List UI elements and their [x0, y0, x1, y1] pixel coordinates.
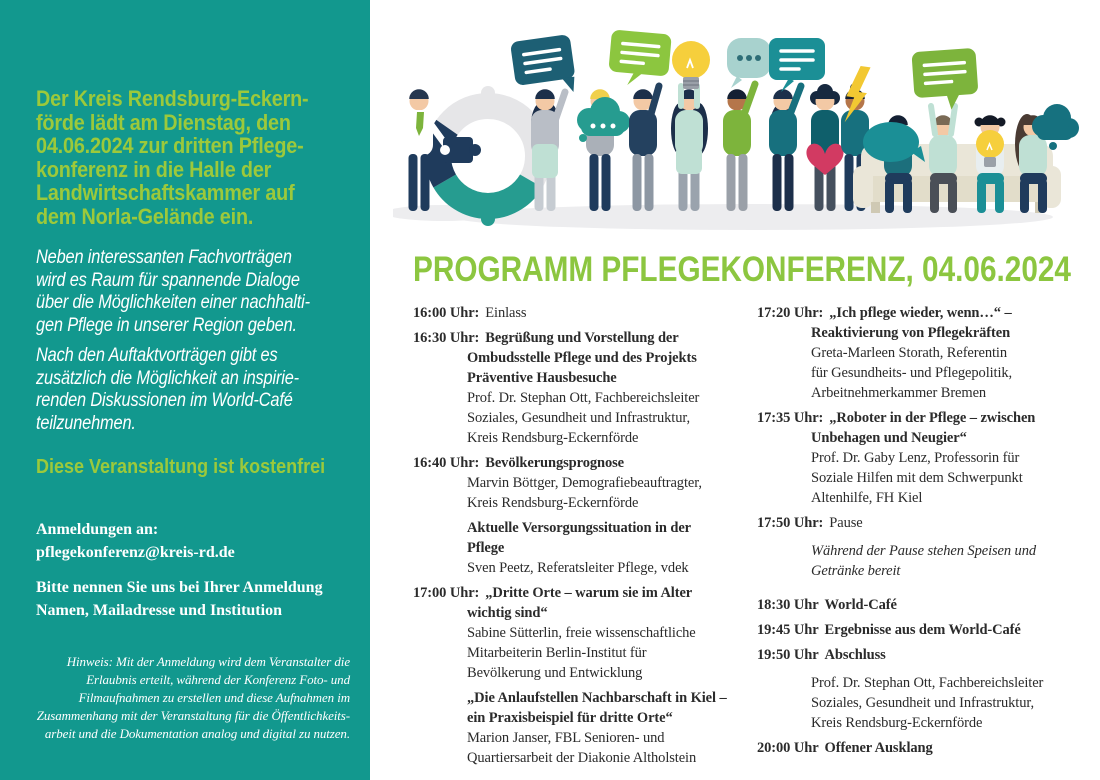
program-line — [413, 408, 757, 428]
text-line: Nach den Auftaktvorträgen gibt es — [36, 344, 278, 366]
time-label: 17:50 Uhr: — [757, 515, 824, 531]
program-entry — [413, 303, 757, 323]
time-label: 16:00 Uhr: — [413, 305, 480, 321]
program-entry — [757, 408, 1097, 508]
program-entry — [757, 738, 1097, 758]
speech-bubble-icon — [607, 29, 671, 88]
program-entry — [413, 583, 757, 683]
program-line — [757, 303, 1097, 323]
program-line-text: Altenhilfe, FH Kiel — [811, 490, 923, 506]
program-line — [413, 368, 757, 388]
people-discussion-illustration — [393, 4, 1083, 244]
program-entry — [757, 595, 1097, 615]
program-line-text: Bevölkerung und Entwicklung — [467, 665, 643, 681]
program-line — [413, 493, 757, 513]
program-line-text: Pflege — [467, 540, 505, 556]
text-line: konferenz in die Halle der — [36, 156, 272, 182]
program-line-text: Soziales, Gesundheit und Infrastruktur, — [467, 410, 691, 426]
program-line-text: Sabine Sütterlin, freie wissenschaftliche — [467, 625, 696, 641]
program-line — [413, 453, 757, 473]
program-line-text: World-Café — [824, 597, 897, 613]
program-line-text: Offener Ausklang — [824, 740, 933, 756]
program-line — [413, 623, 757, 643]
text-line: zusätzlich die Möglichkeit an inspirie- — [36, 366, 299, 389]
program-column-right — [757, 303, 1097, 763]
program-line — [413, 538, 757, 558]
person-figure — [769, 86, 801, 211]
text-line: Namen, Mailadresse und Institution — [36, 602, 282, 619]
program-line — [413, 663, 757, 683]
program-line-text: Soziale Hilfen mit dem Schwerpunkt — [811, 470, 1023, 486]
text-line: dem Norla-Gelände ein. — [36, 203, 254, 229]
program-line — [757, 595, 1097, 615]
intro-paragraph — [36, 246, 310, 336]
program-line-text: Pause — [829, 515, 863, 531]
program-line-text: Mitarbeiterin Berlin-Institut für — [467, 645, 647, 661]
invitation-headline — [36, 87, 308, 228]
speech-bubble-icon — [769, 38, 825, 92]
program-entry — [757, 513, 1097, 581]
program-line-text: Bevölkerungsprognose — [485, 455, 624, 471]
text-line: 04.06.2024 zur dritten Pflege- — [36, 133, 304, 158]
program-line-text: Getränke bereit — [811, 563, 901, 579]
program-line-text: Marion Janser, FBL Senioren- und — [467, 730, 665, 746]
program-line-text: „Ich pflege wieder, wenn…“ – — [829, 305, 1012, 321]
time-label: 19:45 Uhr — [757, 622, 819, 638]
registration-contact — [36, 518, 235, 564]
lightbulb-icon — [672, 41, 710, 89]
program-entry — [757, 645, 1097, 733]
program-line — [413, 303, 757, 323]
program-line-text: Kreis Rendsburg-Eckernförde — [811, 715, 983, 731]
program-line — [413, 708, 757, 728]
contact-email: pflegekonferenz@kreis-rd.de — [36, 544, 235, 561]
program-entry — [413, 453, 757, 513]
time-label: 20:00 Uhr — [757, 740, 819, 756]
text-line: Landwirtschaftskammer auf — [36, 180, 295, 205]
program-line — [757, 488, 1097, 508]
contact-label: Anmeldungen an: — [36, 521, 159, 538]
text-line: Zusammenhang mit der Veranstaltung für die Öffentlichkeits- — [36, 708, 350, 723]
text-line: arbeit und die Dokumentation analog und digital zu nutzen. — [44, 726, 350, 741]
person-figure — [723, 84, 755, 211]
program-line-text: Abschluss — [824, 647, 886, 663]
program-line-text: Quartiersarbeit der Diakonie Altholstein — [467, 750, 697, 766]
program-line — [413, 328, 757, 348]
text-line: Bitte nennen Sie uns bei Ihrer Anmeldung — [36, 579, 323, 596]
program-line-text: „Dritte Orte – warum sie im Alter — [485, 585, 693, 601]
program-line-text: „Roboter in der Pflege – zwischen — [829, 410, 1036, 426]
program-line — [757, 561, 1097, 581]
program-line-text: Kreis Rendsburg-Eckernförde — [467, 495, 639, 511]
text-line: Filmaufnahmen zu erstellen und diese Aufnahmen im — [78, 690, 350, 705]
text-line: förde lädt am Dienstag, den — [36, 109, 291, 135]
program-line — [757, 738, 1097, 758]
program-line-text: Marvin Böttger, Demografiebeauftragter, — [467, 475, 702, 491]
program-line — [757, 713, 1097, 733]
thought-cloud-icon — [577, 97, 630, 142]
text-line: renden Diskussionen im World-Café — [36, 389, 293, 411]
time-label: 16:30 Uhr: — [413, 330, 480, 346]
program-line-text: Reaktivierung von Pflegekräften — [811, 325, 1011, 341]
program-line-text: Einlass — [485, 305, 527, 321]
time-label: 19:50 Uhr — [757, 647, 819, 663]
program-line — [413, 388, 757, 408]
program-line-text: Präventive Hausbesuche — [467, 370, 617, 386]
program-line — [757, 541, 1097, 561]
program-line — [413, 603, 757, 623]
program-line-text: Unbehagen und Neugier“ — [811, 430, 967, 446]
program-line — [757, 343, 1097, 363]
program-line — [757, 383, 1097, 403]
text-line: Neben interessanten Fachvorträgen — [36, 246, 292, 268]
worldcafe-paragraph — [36, 344, 299, 434]
program-entry — [413, 518, 757, 578]
program-line — [757, 408, 1097, 428]
program-line-text: Prof. Dr. Stephan Ott, Fachbereichsleiter — [467, 390, 700, 406]
text-line: teilzunehmen. — [36, 411, 136, 434]
program-line — [413, 643, 757, 663]
free-admission-note: Diese Veranstaltung ist kostenfrei — [36, 456, 326, 478]
program-line — [757, 448, 1097, 468]
program-line — [757, 428, 1097, 448]
time-label: 17:35 Uhr: — [757, 410, 824, 426]
program-line — [413, 518, 757, 538]
sidebar — [0, 0, 370, 780]
text-line: Hinweis: Mit der Anmeldung wird dem Veranstalter die — [66, 654, 350, 669]
program-column-left — [413, 303, 757, 773]
program-line — [413, 688, 757, 708]
text-line: wird es Raum für spannende Dialoge — [36, 268, 300, 291]
program-line — [413, 728, 757, 748]
program-line — [757, 620, 1097, 640]
puzzle-piece-icon — [440, 137, 481, 163]
program-line-text: ein Praxisbeispiel für dritte Orte“ — [467, 710, 673, 726]
program-line-text: Ombudsstelle Pflege und des Projekts — [467, 350, 697, 366]
speech-bubble-icon — [727, 38, 771, 88]
program-line — [413, 473, 757, 493]
program-entry — [413, 688, 757, 768]
program-line-text: Kreis Rendsburg-Eckernförde — [467, 430, 639, 446]
program-line — [413, 583, 757, 603]
program-line — [413, 348, 757, 368]
text-line: gen Pflege in unserer Region geben. — [36, 313, 297, 336]
person-figure — [675, 86, 703, 211]
program-line — [757, 513, 1097, 533]
program-line-text: Sven Peetz, Referatsleiter Pflege, vdek — [467, 560, 689, 576]
program-line — [757, 645, 1097, 665]
program-line-text: „Die Anlaufstellen Nachbarschaft in Kiel – — [467, 690, 727, 706]
program-entry — [757, 620, 1097, 640]
program-line — [757, 468, 1097, 488]
program-title: PROGRAMM PFLEGEKONFERENZ, 04.06.2024 — [413, 250, 1071, 289]
program-line-text: Greta-Marleen Storath, Referentin — [811, 345, 1007, 361]
program-line — [757, 323, 1097, 343]
program-line — [413, 428, 757, 448]
time-label: 17:00 Uhr: — [413, 585, 480, 601]
program-line-text: Prof. Dr. Gaby Lenz, Professorin für — [811, 450, 1020, 466]
program-entry — [757, 303, 1097, 403]
time-label: 16:40 Uhr: — [413, 455, 480, 471]
program-line-text: wichtig sind“ — [467, 605, 548, 621]
program-line — [757, 673, 1097, 693]
text-line: über die Möglichkeiten einer nachhalti- — [36, 291, 310, 313]
program-line-text: Ergebnisse aus dem World-Café — [824, 622, 1021, 638]
text-line: Erlaubnis erteilt, während der Konferenz Foto- und — [86, 672, 350, 687]
person-figure — [629, 86, 659, 211]
time-label: 17:20 Uhr: — [757, 305, 824, 321]
program-line-text: Aktuelle Versorgungssituation in der — [467, 520, 691, 536]
text-line: Der Kreis Rendsburg-Eckern- — [36, 86, 309, 111]
program-line-text: Arbeitnehmerkammer Bremen — [811, 385, 987, 401]
program-entry — [413, 328, 757, 448]
speech-bubble-icon — [911, 48, 979, 112]
program-line — [413, 558, 757, 578]
registration-instructions — [36, 576, 323, 622]
program-line-text: Soziales, Gesundheit und Infrastruktur, — [811, 695, 1035, 711]
program-line — [413, 748, 757, 768]
program-line-text: Begrüßung und Vorstellung der — [485, 330, 679, 346]
time-label: 18:30 Uhr — [757, 597, 819, 613]
program-line-text: für Gesundheits- und Pflegepolitik, — [811, 365, 1013, 381]
program-line — [757, 363, 1097, 383]
program-line-text: Während der Pause stehen Speisen und — [811, 543, 1036, 559]
photo-consent-hint — [18, 653, 350, 743]
program-line — [757, 693, 1097, 713]
program-line-text: Prof. Dr. Stephan Ott, Fachbereichsleiter — [811, 675, 1044, 691]
